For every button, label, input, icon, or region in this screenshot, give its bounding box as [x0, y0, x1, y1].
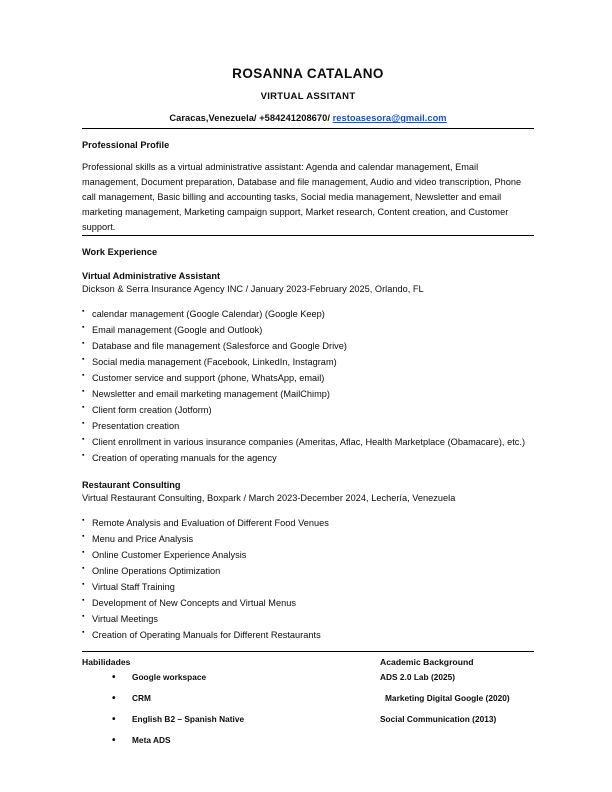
list-item: ADS 2.0 Lab (2025) [380, 671, 456, 682]
section-heading-academic-background: Academic Background [380, 656, 474, 667]
list-item: ▪ Menu and Price Analysis [82, 531, 534, 547]
list-item: • CRM [82, 694, 380, 703]
section-heading-professional-profile: Professional Profile [82, 140, 170, 151]
list-item: • Google workspace [82, 673, 380, 682]
list-item: ▪ Customer service and support (phone, WhatsApp, email) [82, 370, 534, 386]
list-item: ▪ Virtual Meetings [82, 611, 534, 627]
section-heading-work-experience: Work Experience [82, 246, 158, 257]
list-item: ▪ Email management (Google and Outlook) [82, 322, 534, 338]
list-item: ▪ Development of New Concepts and Virtual Menus [82, 595, 534, 611]
academic-list [380, 673, 534, 724]
job-title-1: Restaurant Consulting [82, 479, 181, 490]
skills-column [82, 657, 380, 758]
list-item: • Meta ADS [82, 736, 380, 745]
job-bullets-0 [82, 306, 534, 466]
list-item: ▪ Online Operations Optimization [82, 563, 534, 579]
resume-header [82, 66, 534, 123]
header-divider [82, 128, 534, 129]
list-item: Marketing Digital Google (2020) [385, 692, 510, 703]
contact-location-phone: Caracas,Venezuela/ +584241208670/ [169, 113, 333, 124]
page-title: ROSANNA CATALANO [232, 66, 384, 81]
job-title-0: Virtual Administrative Assistant [82, 270, 221, 281]
list-item: ▪ Remote Analysis and Evaluation of Different Food Venues [82, 515, 534, 531]
section-heading-skills: Habilidades [82, 656, 131, 667]
list-item: ▪ Client form creation (Jotform) [82, 402, 534, 418]
list-item: ▪ Creation of operating manuals for the agency [82, 450, 534, 466]
skills-list [82, 673, 380, 746]
job-meta-0: Dickson & Serra Insurance Agency INC / January 2023-February 2025, Orlando, FL [82, 283, 424, 294]
list-item: ▪ calendar management (Google Calendar) (Google Keep) [82, 306, 534, 322]
email-link[interactable]: restoasesora@gmail.com [332, 113, 447, 124]
list-item: ▪ Social media management (Facebook, LinkedIn, Instagram) [82, 354, 534, 370]
skills-academic-block [82, 651, 534, 758]
list-item: ▪ Presentation creation [82, 418, 534, 434]
skills-divider [82, 651, 534, 652]
profile-divider [82, 235, 534, 236]
job-subtitle: VIRTUAL ASSITANT [260, 91, 356, 103]
list-item: ▪ Virtual Staff Training [82, 579, 534, 595]
list-item: ▪ Online Customer Experience Analysis [82, 547, 534, 563]
job-meta-1: Virtual Restaurant Consulting, Boxpark / March 2023-December 2024, Lechería, Venezuela [82, 492, 456, 503]
list-item: ▪ Database and file management (Salesforce and Google Drive) [82, 338, 534, 354]
academic-column [380, 657, 534, 758]
job-bullets-1 [82, 515, 534, 643]
list-item: ▪ Client enrollment in various insurance companies (Ameritas, Aflac, Health Marketplace (Obamacare), etc.) [82, 434, 534, 450]
professional-profile-text: Professional skills as a virtual administrative assistant: Agenda and calendar management, Email management, Document preparation, Database and file management, Audio and video transcription, Phone call management, Basic billing and accounting tasks, Social media management, Newsletter and email marketing management, Marketing campaign support, Market research, Content creation, and Customer support. [82, 162, 522, 232]
list-item: ▪ Newsletter and email marketing management (MailChimp) [82, 386, 534, 402]
list-item: ▪ Creation of Operating Manuals for Different Restaurants [82, 627, 534, 643]
contact-line [82, 113, 534, 123]
two-column-layout [82, 657, 534, 758]
list-item: • English B2 – Spanish Native [82, 715, 380, 724]
list-item: Social Communication (2013) [380, 713, 497, 724]
